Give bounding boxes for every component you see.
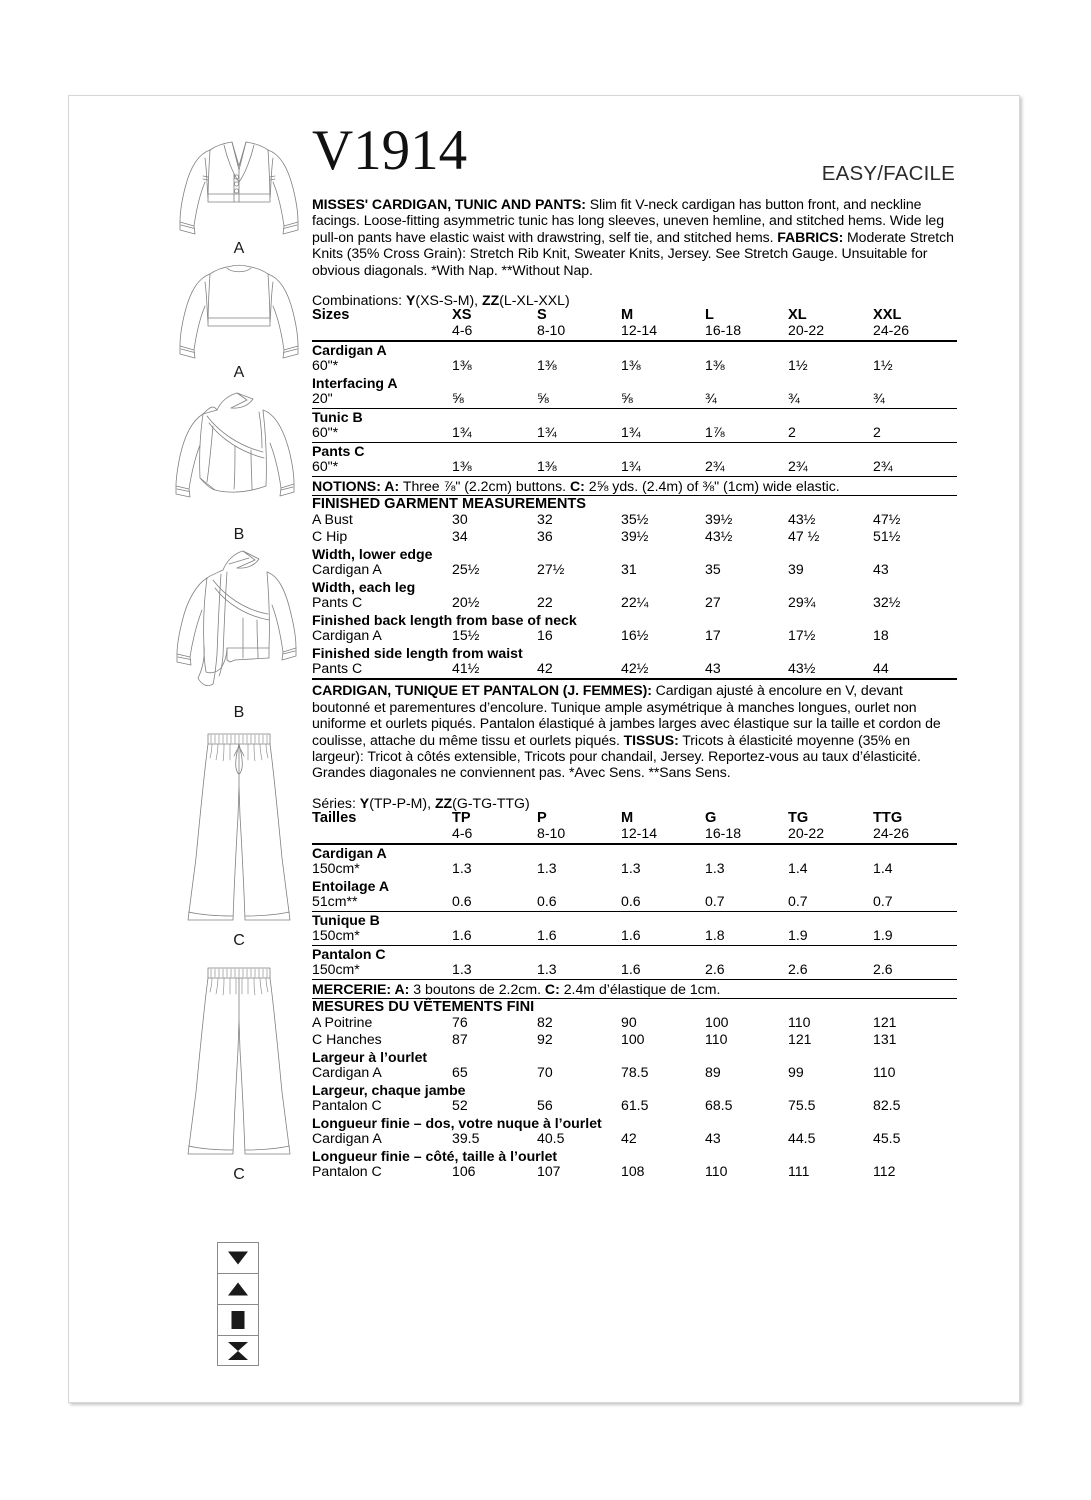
measurement-cell: 110 <box>705 1031 728 1048</box>
measurement-cell: 78.5 <box>621 1064 649 1081</box>
series-zz-label: ZZ <box>434 794 453 811</box>
french-description-label: CARDIGAN, TUNIQUE ET PANTALON (J. FEMMES): <box>312 682 652 699</box>
measurement-cell: 39.5 <box>452 1130 480 1147</box>
size-number-xxl: 24-26 <box>873 322 910 339</box>
measurement-cell: 42 <box>621 1130 637 1147</box>
size-name-l: L <box>705 307 714 324</box>
illustration-cardigan-a-front <box>164 136 314 256</box>
figure-label-c-front: C <box>233 932 245 949</box>
rectangle-icon <box>231 1311 245 1330</box>
measurement-cell: 92 <box>537 1031 553 1048</box>
yardage-cell: 1.3 <box>537 961 557 978</box>
yardage-cell: 2¾ <box>873 458 893 475</box>
measurement-group-heading: Longueur finie – dos, votre nuque à l’ourlet <box>312 1115 602 1132</box>
table-row <box>312 595 957 612</box>
measurement-label: C Hip <box>312 528 348 545</box>
measurement-cell: 68.5 <box>705 1097 733 1114</box>
fabric-width: 150cm* <box>312 927 360 944</box>
measurement-cell: 52 <box>452 1097 468 1114</box>
french-yardage-group-2 <box>312 946 957 979</box>
mercerie-c-body: 2.4m d’élastique de 1cm. <box>559 981 721 998</box>
fabric-width: 150cm* <box>312 860 360 877</box>
illustration-tunic-b-front <box>164 390 314 542</box>
table-row <box>312 529 957 546</box>
size-number-p: 8-10 <box>537 825 566 842</box>
size-number-m: 12-14 <box>621 825 658 842</box>
combinations-label: Combinations: <box>312 292 407 309</box>
notions-c-body: 2⅝ yds. (2.4m) of ⅜" (1cm) wide elastic. <box>584 478 840 495</box>
measurement-cell: 44 <box>873 660 889 677</box>
yardage-cell: ¾ <box>873 390 885 407</box>
table-row <box>312 425 957 442</box>
yardage-cell: 0.6 <box>452 893 472 910</box>
measurement-cell: 22¼ <box>621 594 649 611</box>
measurement-group-heading: Finished back length from base of neck <box>312 612 577 629</box>
measurement-cell: 15½ <box>452 627 480 644</box>
measurement-label: A Poitrine <box>312 1014 373 1031</box>
table-row <box>312 1015 957 1032</box>
content-column <box>312 119 957 1181</box>
yardage-cell: ⅝ <box>621 390 633 407</box>
table-row <box>312 358 957 375</box>
size-name-g: G <box>705 810 717 827</box>
measurement-cell: 90 <box>621 1014 637 1031</box>
combo-y-sizes: (XS-S-M), <box>415 292 482 309</box>
measurement-cell: 30 <box>452 511 468 528</box>
triangle-up-icon <box>227 1282 249 1297</box>
table-row <box>312 391 957 408</box>
fabric-width: 20" <box>312 390 333 407</box>
combo-zz-sizes: (L-XL-XXL) <box>499 292 570 309</box>
measurement-cell: 108 <box>621 1163 645 1180</box>
yardage-group-label: Tunic B <box>312 409 363 426</box>
measurement-cell: 43 <box>705 1130 721 1147</box>
figure-label-a-back: A <box>233 364 245 381</box>
size-number-l: 16-18 <box>705 322 742 339</box>
french-size-table <box>312 811 957 843</box>
yardage-group-label: Pants C <box>312 443 365 460</box>
measurement-cell: 43½ <box>788 511 816 528</box>
measurement-label: C Hanches <box>312 1031 382 1048</box>
mercerie-a-body: 3 boutons de 2.2cm. <box>409 981 545 998</box>
figure-label-c-back: C <box>233 1166 245 1183</box>
measurement-cell: 43½ <box>705 528 733 545</box>
measurement-cell: 32½ <box>873 594 901 611</box>
measurement-label: Cardigan A <box>312 1064 382 1081</box>
measurement-label: Cardigan A <box>312 627 382 644</box>
measurement-cell: 56 <box>537 1097 553 1114</box>
size-number-tp: 4-6 <box>452 825 473 842</box>
yardage-cell: ¾ <box>705 390 717 407</box>
tunic-back-drawing <box>173 548 305 704</box>
measurement-cell: 34 <box>452 528 468 545</box>
notions-a-body: Three ⅞" (2.2cm) buttons. <box>399 478 570 495</box>
english-measurements-table <box>312 512 957 678</box>
measurement-cell: 99 <box>788 1064 804 1081</box>
size-name-xs: XS <box>452 307 472 324</box>
table-row <box>312 562 957 579</box>
size-name-p: P <box>537 810 547 827</box>
yardage-cell: 1.6 <box>621 961 641 978</box>
measurement-cell: 87 <box>452 1031 468 1048</box>
english-size-table <box>312 308 957 340</box>
french-measurements-heading: MESURES DU VÊTEMENTS FINI <box>312 999 535 1016</box>
measurement-cell: 22 <box>537 594 553 611</box>
measurement-cell: 17½ <box>788 627 816 644</box>
pattern-envelope-back <box>68 95 1020 1403</box>
yardage-cell: 2.6 <box>705 961 725 978</box>
measurement-cell: 42½ <box>621 660 649 677</box>
yardage-group-label: Interfacing A <box>312 375 398 392</box>
measurement-cell: 76 <box>452 1014 468 1031</box>
french-fabrics-label: TISSUS: <box>623 731 679 748</box>
measurement-cell: 47½ <box>873 511 901 528</box>
combo-zz-label: ZZ <box>481 292 500 309</box>
measurement-group-heading: Width, each leg <box>312 579 416 596</box>
measurement-cell: 110 <box>788 1014 811 1031</box>
table-row <box>312 1098 957 1115</box>
measurement-label: Pantalon C <box>312 1163 382 1180</box>
yardage-cell: 2 <box>873 424 881 441</box>
measurement-cell: 43 <box>873 561 889 578</box>
measurement-group-heading: Finished side length from waist <box>312 645 523 662</box>
measurement-cell: 32 <box>537 511 553 528</box>
yardage-cell: 1.4 <box>788 860 808 877</box>
measurement-cell: 39½ <box>705 511 733 528</box>
sizes-label: Sizes <box>312 307 350 324</box>
yardage-cell: 2¾ <box>788 458 808 475</box>
yardage-cell: 1.3 <box>452 860 472 877</box>
yardage-cell: 1⅜ <box>452 357 472 374</box>
yardage-cell: 1.3 <box>452 961 472 978</box>
pants-back-drawing <box>176 964 302 1166</box>
triangle-down-symbol <box>217 1242 259 1273</box>
measurement-cell: 45.5 <box>873 1130 901 1147</box>
illustration-pants-c-front <box>164 730 314 948</box>
table-row <box>312 1164 957 1181</box>
table-header-row <box>312 811 957 826</box>
measurement-cell: 51½ <box>873 528 901 545</box>
yardage-cell: 1.9 <box>788 927 808 944</box>
measurement-cell: 82.5 <box>873 1097 901 1114</box>
measurement-cell: 131 <box>873 1031 897 1048</box>
mercerie-c-label: C: <box>544 981 560 998</box>
english-yardage-group-2 <box>312 443 957 476</box>
measurement-group-heading: Width, lower edge <box>312 546 433 563</box>
table-row <box>312 661 957 678</box>
yardage-cell: 1.4 <box>873 860 893 877</box>
yardage-group-label: Pantalon C <box>312 946 386 963</box>
fabric-width: 51cm** <box>312 893 358 910</box>
figure-label-b-back: B <box>233 704 245 721</box>
table-row <box>312 512 957 529</box>
french-measurements-table <box>312 1015 957 1181</box>
yardage-cell: ⅝ <box>537 390 549 407</box>
measurement-cell: 82 <box>537 1014 553 1031</box>
measurement-cell: 27½ <box>537 561 565 578</box>
english-description-body: Slim fit V-neck cardigan has button front, and neckline facings. Loose-fitting asymmetric tunic has long sleeves, uneven hemline, and stitched hems. Wide leg pull-on pants have elastic waist with drawstring, self tie, and stitched hems. <box>312 196 944 245</box>
french-description-body: Cardigan ajusté à encolure en V, devant boutonné et parementures d’encolure. Tunique ample asymétrique à manches longues, ourlet non uniforme et ourlets piqués. Pantalon élastiqué à jambes larges avec élastique sur la taille et cordon de coulisse, attache du même tissu et ourlets piqués. <box>312 682 941 748</box>
size-number-m: 12-14 <box>621 322 658 339</box>
size-name-m: M <box>621 307 634 324</box>
measurement-cell: 16 <box>537 627 553 644</box>
table-row <box>312 1032 957 1049</box>
measurement-cell: 31 <box>621 561 637 578</box>
measurement-cell: 100 <box>705 1014 729 1031</box>
measurement-label: A Bust <box>312 511 353 528</box>
english-fabrics-label: FABRICS: <box>777 228 844 245</box>
cardigan-back-drawing <box>177 260 301 364</box>
measurement-label: Pantalon C <box>312 1097 382 1114</box>
yardage-cell: 1¾ <box>452 424 472 441</box>
yardage-cell: 1.3 <box>537 860 557 877</box>
measurement-cell: 112 <box>873 1163 896 1180</box>
french-description <box>312 682 957 780</box>
size-name-tg: TG <box>788 810 809 827</box>
english-yardage-group-1 <box>312 409 957 442</box>
measurement-cell: 44.5 <box>788 1130 816 1147</box>
yardage-cell: 0.6 <box>621 893 641 910</box>
yardage-cell: 1.6 <box>621 927 641 944</box>
table-row <box>312 894 957 911</box>
measurement-cell: 61.5 <box>621 1097 649 1114</box>
notions-label: NOTIONS: <box>312 478 381 495</box>
yardage-cell: 1¾ <box>621 458 641 475</box>
pants-front-drawing <box>176 730 302 932</box>
table-row <box>312 459 957 476</box>
yardage-cell: 1½ <box>873 357 893 374</box>
fabric-width: 150cm* <box>312 961 360 978</box>
measurement-cell: 25½ <box>452 561 480 578</box>
table-row <box>312 861 957 878</box>
series-y-sizes: (TP-P-M), <box>369 794 435 811</box>
yardage-cell: 1¾ <box>621 424 641 441</box>
tailles-label: Tailles <box>312 810 357 827</box>
yardage-cell: ⅝ <box>452 390 464 407</box>
measurement-label: Pants C <box>312 594 363 611</box>
triangle-down-icon <box>227 1251 249 1266</box>
measurement-label: Pants C <box>312 660 363 677</box>
measurement-cell: 47 ½ <box>788 528 820 545</box>
measurement-cell: 27 <box>705 594 721 611</box>
yardage-cell: 2 <box>788 424 796 441</box>
measurement-cell: 40.5 <box>537 1130 565 1147</box>
measurement-cell: 16½ <box>621 627 649 644</box>
illustration-rail <box>164 136 314 1381</box>
yardage-cell: 1⅜ <box>537 357 557 374</box>
measurement-label: Cardigan A <box>312 1130 382 1147</box>
table-row <box>312 962 957 979</box>
fabric-width: 60"* <box>312 357 339 374</box>
measurement-cell: 35 <box>705 561 721 578</box>
measurement-cell: 20½ <box>452 594 480 611</box>
yardage-cell: 1⅞ <box>705 424 725 441</box>
size-number-xs: 4-6 <box>452 322 473 339</box>
table-subheader-row <box>312 826 957 843</box>
english-notions-line <box>312 477 957 495</box>
measurement-cell: 110 <box>873 1064 896 1081</box>
size-name-ttg: TTG <box>873 810 903 827</box>
yardage-cell: 0.7 <box>788 893 808 910</box>
measurement-cell: 43 <box>705 660 721 677</box>
french-notions-line <box>312 980 957 998</box>
size-name-xxl: XXL <box>873 307 902 324</box>
yardage-cell: 1.3 <box>705 860 725 877</box>
yardage-cell: 1¾ <box>537 424 557 441</box>
measurement-cell: 18 <box>873 627 889 644</box>
french-yardage-group-0 <box>312 845 957 911</box>
yardage-cell: 2.6 <box>788 961 808 978</box>
measurement-group-heading: Longueur finie – côté, taille à l’ourlet <box>312 1148 558 1165</box>
cardigan-front-drawing <box>177 136 301 240</box>
yardage-cell: 1⅜ <box>705 357 725 374</box>
yardage-cell: 2¾ <box>705 458 725 475</box>
fabric-width: 60"* <box>312 424 339 441</box>
measurement-cell: 107 <box>537 1163 561 1180</box>
measurement-cell: 39½ <box>621 528 649 545</box>
table-header-row <box>312 308 957 323</box>
difficulty-label: EASY/FACILE <box>821 162 955 185</box>
english-fabrics-body: Moderate Stretch Knits (35% Cross Grain): Stretch Rib Knit, Sweater Knits, Jersey. See Stretch Gauge. Unsuitable for obvious diagonals. *With Nap. **Without Nap. <box>312 228 954 278</box>
illustration-tunic-b-back <box>164 548 314 720</box>
measurement-cell: 111 <box>788 1163 810 1180</box>
hourglass-symbol <box>217 1335 259 1366</box>
french-series <box>312 795 957 811</box>
measurement-group-heading: Largeur, chaque jambe <box>312 1082 466 1099</box>
measurement-cell: 75.5 <box>788 1097 816 1114</box>
illustration-cardigan-a-back <box>164 260 314 382</box>
pattern-symbol-stack <box>217 1242 259 1366</box>
measurement-cell: 41½ <box>452 660 480 677</box>
measurement-group-heading: Largeur à l’ourlet <box>312 1049 428 1066</box>
size-name-m: M <box>621 810 634 827</box>
series-label: Séries: <box>312 794 360 811</box>
english-description <box>312 196 957 278</box>
yardage-cell: 2.6 <box>873 961 893 978</box>
yardage-cell: 1.6 <box>537 927 557 944</box>
yardage-cell: 1½ <box>788 357 808 374</box>
size-number-g: 16-18 <box>705 825 742 842</box>
notions-c-label: C: <box>569 478 585 495</box>
measurement-cell: 110 <box>705 1163 728 1180</box>
table-subheader-row <box>312 323 957 340</box>
mercerie-a-label: A: <box>391 981 410 998</box>
measurement-cell: 35½ <box>621 511 649 528</box>
figure-label-b-front: B <box>233 526 245 543</box>
size-number-xl: 20-22 <box>788 322 825 339</box>
measurement-cell: 42 <box>537 660 553 677</box>
series-y-label: Y <box>359 794 370 811</box>
yardage-cell: 1.3 <box>621 860 641 877</box>
yardage-cell: 1⅜ <box>537 458 557 475</box>
hourglass-icon <box>227 1341 249 1361</box>
notions-a-label: A: <box>380 478 400 495</box>
table-row <box>312 628 957 645</box>
size-name-xl: XL <box>788 307 807 324</box>
measurement-cell: 43½ <box>788 660 816 677</box>
table-row <box>312 1131 957 1148</box>
yardage-cell: ¾ <box>788 390 800 407</box>
yardage-cell: 0.7 <box>873 893 893 910</box>
yardage-group-label: Cardigan A <box>312 845 387 862</box>
french-yardage-group-1 <box>312 912 957 945</box>
english-yardage-group-0 <box>312 342 957 408</box>
triangle-up-symbol <box>217 1273 259 1304</box>
figure-label-a-front: A <box>233 240 245 257</box>
english-combinations <box>312 292 957 308</box>
measurement-cell: 39 <box>788 561 804 578</box>
rule <box>312 678 957 680</box>
measurement-cell: 121 <box>873 1014 897 1031</box>
measurement-cell: 36 <box>537 528 553 545</box>
yardage-cell: 1⅜ <box>452 458 472 475</box>
measurement-label: Cardigan A <box>312 561 382 578</box>
illustration-pants-c-back <box>164 964 314 1182</box>
measurement-cell: 17 <box>705 627 721 644</box>
measurement-cell: 89 <box>705 1064 721 1081</box>
yardage-group-label: Cardigan A <box>312 342 387 359</box>
table-row <box>312 928 957 945</box>
fabric-width: 60"* <box>312 458 339 475</box>
table-row <box>312 1065 957 1082</box>
yardage-cell: 1⅜ <box>621 357 641 374</box>
measurement-cell: 70 <box>537 1064 553 1081</box>
yardage-cell: 1.8 <box>705 927 725 944</box>
series-zz-sizes: (G-TG-TTG) <box>452 794 530 811</box>
pattern-number: V1914 <box>312 119 468 182</box>
mercerie-label: MERCERIE: <box>312 981 392 998</box>
english-measurements-heading: FINISHED GARMENT MEASUREMENTS <box>312 496 587 513</box>
title-bar <box>312 119 957 196</box>
measurement-cell: 121 <box>788 1031 812 1048</box>
yardage-cell: 1.9 <box>873 927 893 944</box>
yardage-cell: 0.6 <box>537 893 557 910</box>
rectangle-symbol <box>217 1304 259 1335</box>
yardage-group-label: Tunique B <box>312 912 380 929</box>
size-name-tp: TP <box>452 810 471 827</box>
tunic-front-drawing <box>173 390 305 526</box>
french-fabrics-body: Tricots à élasticité moyenne (35% en largeur): Tricot à côtés extensible, Tricots pour chandail, Jersey. Reportez-vous au taux d’élasticité. Grandes diagonales ne conviennent pas. *Avec Sens. **Sans Sens. <box>312 731 921 781</box>
measurement-cell: 100 <box>621 1031 645 1048</box>
size-number-s: 8-10 <box>537 322 566 339</box>
size-number-ttg: 24-26 <box>873 825 910 842</box>
yardage-group-label: Entoilage A <box>312 878 389 895</box>
yardage-cell: 1.6 <box>452 927 472 944</box>
english-description-label: MISSES' CARDIGAN, TUNIC AND PANTS: <box>312 196 586 212</box>
yardage-cell: 0.7 <box>705 893 725 910</box>
measurement-cell: 65 <box>452 1064 468 1081</box>
measurement-cell: 29¾ <box>788 594 816 611</box>
size-number-tg: 20-22 <box>788 825 825 842</box>
size-name-s: S <box>537 307 547 324</box>
combo-y-label: Y <box>406 292 416 309</box>
measurement-cell: 106 <box>452 1163 476 1180</box>
